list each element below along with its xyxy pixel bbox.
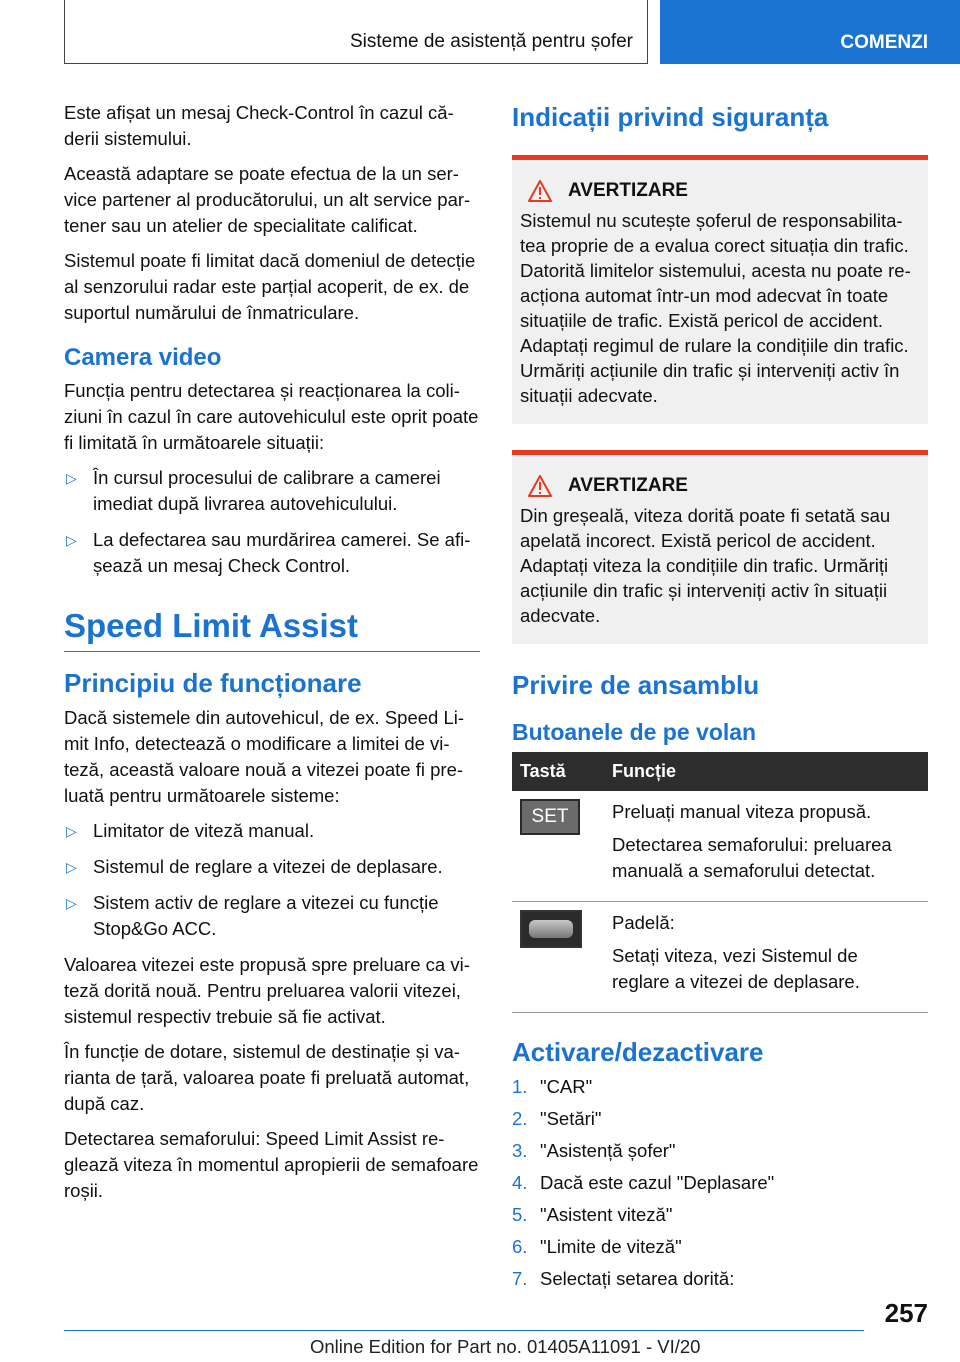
- warning-text: Sistemul nu scutește șoferul de responsabilitatea proprie de a evalua corect situația din trafic. Datorită limitelor sistemului, acesta nu poate reacționa automat într-un mod adecvat în toate situațiile de trafic. Există pericol de accident. Adaptați regimul de rulare la condițiile din trafic. Urmăriți acțiunile din trafic și interveniți activ în situații adecvate.: [520, 210, 911, 406]
- triangle-bullet-icon: ▷: [66, 859, 77, 875]
- principle-heading: Principiu de funcționare: [64, 668, 362, 698]
- activation-heading: Activare/dezactivare: [512, 1037, 764, 1067]
- warning-text: Din greșeală, viteza dorită poate fi setată sau apelată incorect. Există pericol de accident. Adaptați viteza la condițiile din trafic. Urmăriți acțiunile din trafic și interveniți activ în situații adecvate.: [520, 505, 891, 626]
- left-column: [64, 100, 480, 1213]
- function-text: Preluați manual viteza propusă.: [612, 801, 872, 822]
- paragraph: Este afișat un mesaj Check-Control în cazul căderii sistemului.: [64, 102, 454, 149]
- paragraph: Valoarea vitezei este propusă spre preluare ca viteză dorită nouă. Pentru preluarea valorii vitezei, sistemul respectiv trebuie să fie activat.: [64, 954, 470, 1027]
- header-section-title: Sisteme de asistență pentru șofer: [64, 0, 648, 64]
- paragraph: Funcția pentru detectarea și reacționarea la coliziuni în cazul în care autovehiculul este oprit poate fi limitată în următoarele situații:: [64, 380, 479, 453]
- table-row: [512, 902, 928, 1013]
- column-header: Tastă: [512, 752, 604, 791]
- footer-edition: Online Edition for Part no. 01405A11091 - VI/20: [310, 1336, 701, 1357]
- header-chapter-tab[interactable]: COMENZI: [660, 0, 960, 64]
- principle-list: [64, 818, 480, 942]
- steering-buttons-table: [512, 752, 928, 1013]
- safety-heading: Indicații privind siguranța: [512, 102, 829, 132]
- list-item: ▷ În cursul procesului de calibrare a camerei imediat după livrarea autovehiculului.: [66, 467, 441, 514]
- triangle-bullet-icon: ▷: [66, 532, 77, 548]
- paragraph: Detectarea semaforului: Speed Limit Assist reglează viteza în momentul apropierii de semafoare roșii.: [64, 1128, 479, 1201]
- list-item: 4. Dacă este cazul "Deplasare": [512, 1172, 775, 1193]
- list-item: 3. "Asistență șofer": [512, 1140, 676, 1161]
- column-header: Funcție: [604, 752, 928, 791]
- triangle-bullet-icon: ▷: [66, 823, 77, 839]
- camera-list: [64, 465, 480, 579]
- table-row: [512, 791, 928, 902]
- page-number: 257: [884, 1298, 928, 1328]
- camera-heading: Camera video: [64, 344, 222, 371]
- steps-list: [512, 1074, 928, 1292]
- list-item: ▷ Limitator de viteză manual.: [64, 818, 480, 844]
- list-item: 7. Selectați setarea dorită:: [512, 1268, 735, 1289]
- triangle-bullet-icon: ▷: [66, 895, 77, 911]
- triangle-bullet-icon: ▷: [66, 470, 77, 486]
- warning-box: [512, 155, 928, 424]
- function-text: Detectarea semaforului: preluarea manuală a semaforului detectat.: [612, 834, 892, 881]
- warning-label: AVERTIZARE: [568, 475, 688, 496]
- list-item: 2. "Setări": [512, 1108, 602, 1129]
- list-item: ▷ La defectarea sau murdărirea camerei. Se afișează un mesaj Check Control.: [66, 529, 471, 576]
- speed-limit-assist-title: Speed Limit Assist: [64, 607, 480, 652]
- list-item: ▷ Sistemul de reglare a vitezei de deplasare.: [64, 854, 480, 880]
- right-column: [512, 100, 928, 1298]
- warning-box: [512, 450, 928, 644]
- overview-heading: Privire de ansamblu: [512, 670, 760, 700]
- set-button-icon: SET: [520, 799, 580, 835]
- warning-label: AVERTIZARE: [568, 180, 688, 201]
- paragraph: Această adaptare se poate efectua de la un service partener al producătorului, un alt service partener sau un atelier de specialitate calificat.: [64, 163, 471, 236]
- footer-divider: [64, 1330, 864, 1331]
- paragraph: În funcție de dotare, sistemul de destinație și varianta de țară, valoarea poate fi preluată automat, după caz.: [64, 1041, 470, 1114]
- buttons-heading: Butoanele de pe volan: [512, 719, 757, 745]
- paragraph: Sistemul poate fi limitat dacă domeniul de detecție al senzorului radar este parțial acoperit, de ex. de suportul numărului de înmatriculare.: [64, 250, 476, 323]
- function-text: Setați viteza, vezi Sistemul de reglare a vitezei de deplasare.: [612, 945, 860, 992]
- paddle-icon: [520, 910, 582, 948]
- list-item: 6. "Limite de viteză": [512, 1236, 682, 1257]
- list-item: 1. "CAR": [512, 1076, 593, 1097]
- list-item: 5. "Asistent viteză": [512, 1204, 673, 1225]
- warning-triangle-icon: [528, 180, 552, 202]
- paragraph: Dacă sistemele din autovehicul, de ex. Speed Limit Info, detectează o modificare a limitei de viteză, această valoare nouă a vitezei poate fi preluată pentru următoarele sisteme:: [64, 707, 465, 806]
- function-text: Padelă:: [612, 912, 675, 933]
- warning-triangle-icon: [528, 475, 552, 497]
- list-item: ▷ Sistem activ de reglare a vitezei cu funcție Stop&Go ACC.: [66, 892, 439, 939]
